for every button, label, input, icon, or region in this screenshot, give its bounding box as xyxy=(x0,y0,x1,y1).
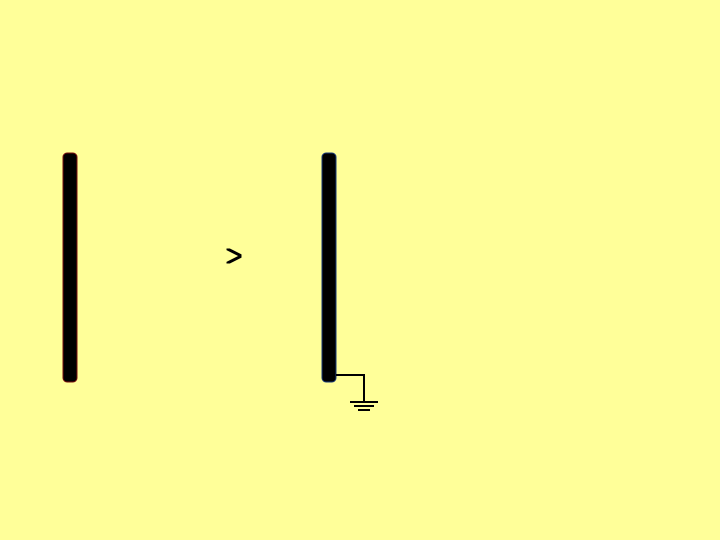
ground-icon xyxy=(336,375,378,410)
list-item xyxy=(20,98,56,132)
capacitor-field-diagram xyxy=(0,140,720,420)
list-item xyxy=(20,64,56,98)
quantities-list xyxy=(20,64,56,132)
positive-plate xyxy=(63,153,77,382)
negative-plate xyxy=(322,153,336,382)
